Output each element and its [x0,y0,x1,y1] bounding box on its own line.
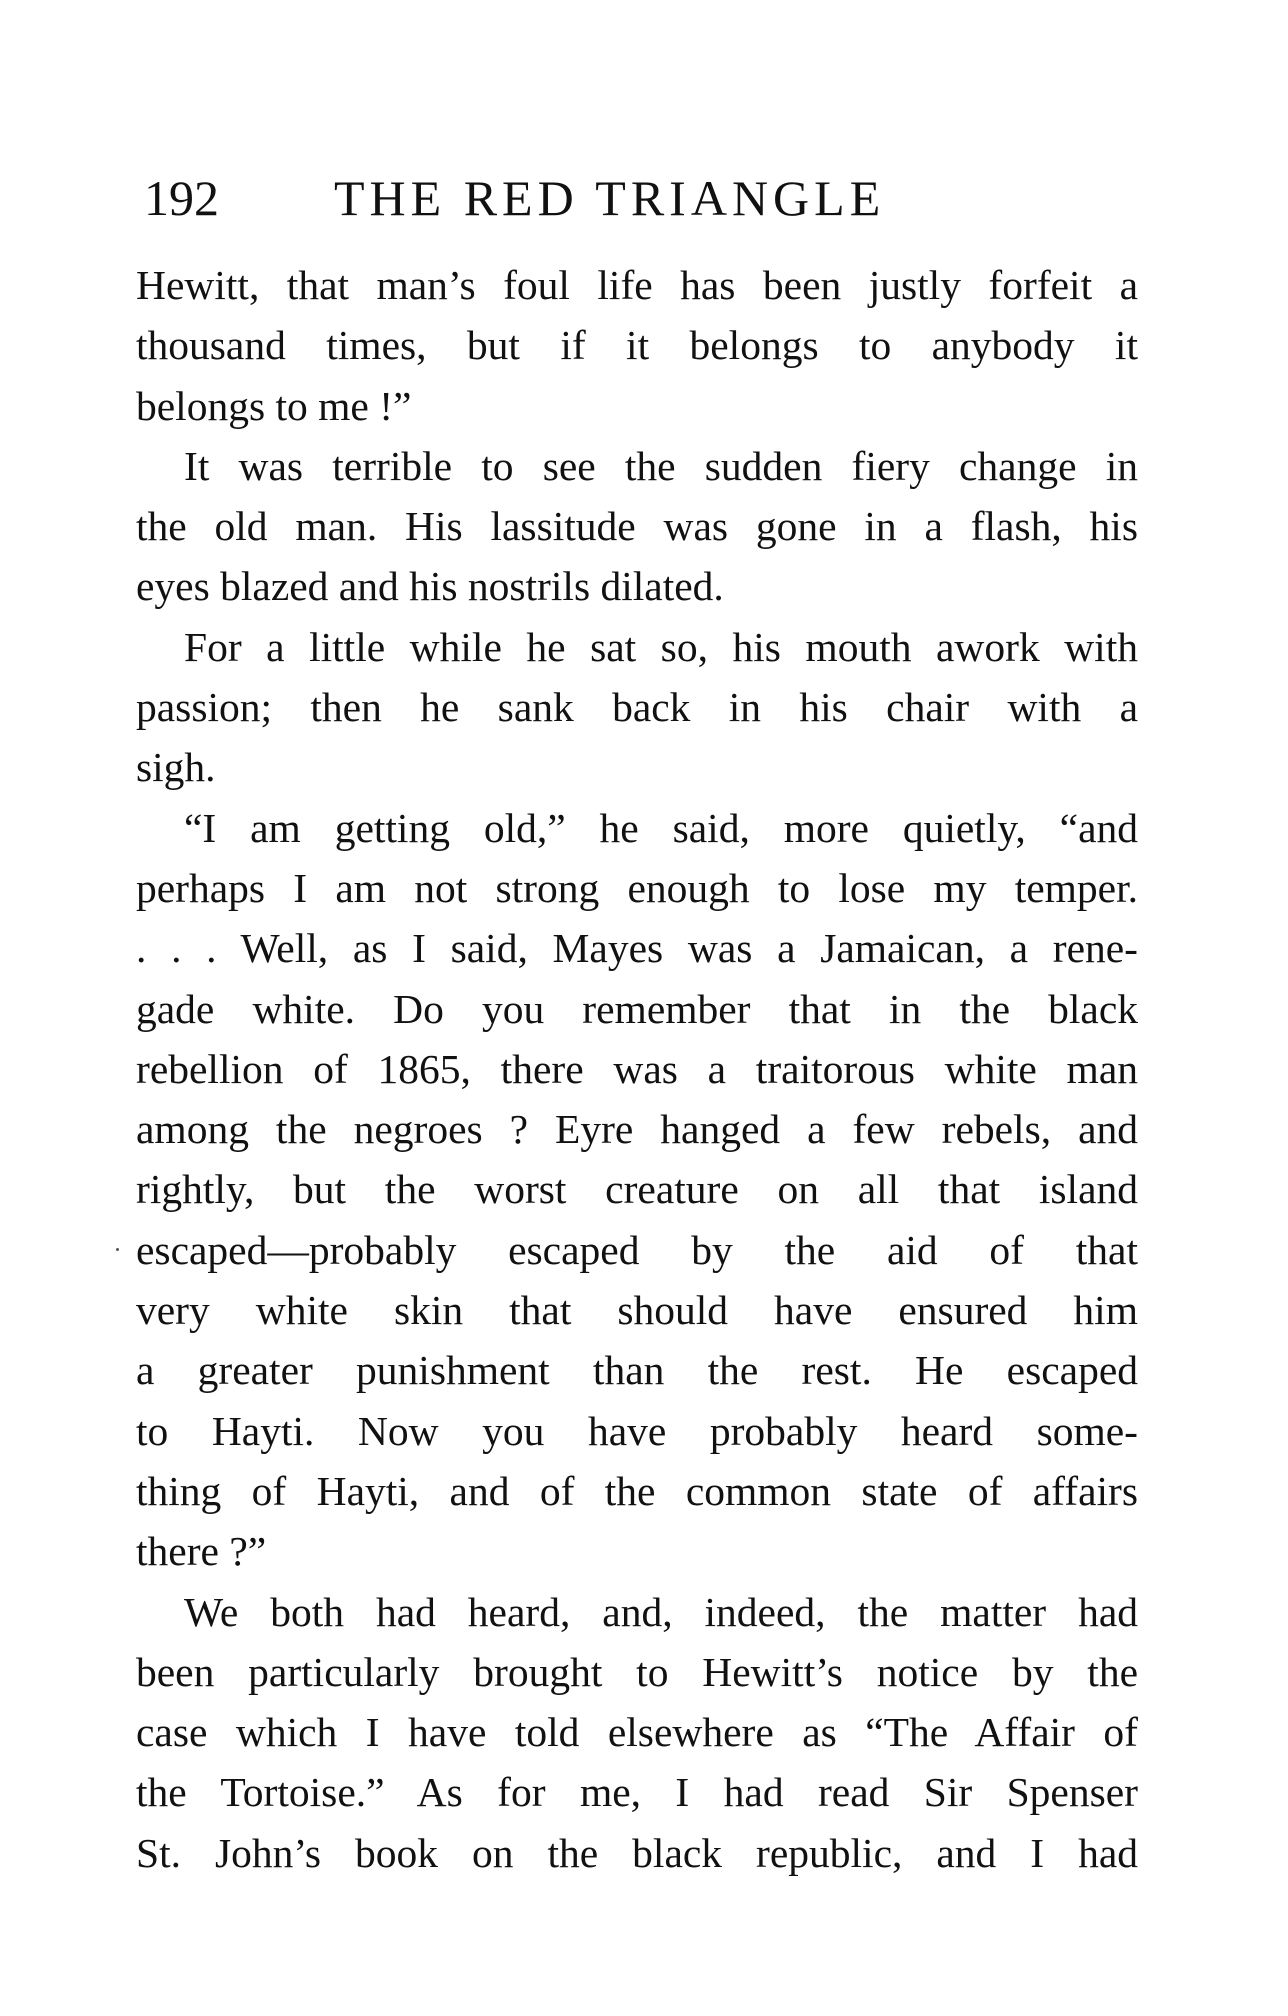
text-line: perhaps I am not strong enough to lose my temper. [136,864,1138,911]
text-line: there ?” [136,1528,267,1575]
text-line: rebellion of 1865, there was a traitorous white man [136,1045,1138,1092]
text-line: among the negroes ? Eyre hanged a few rebels, and [136,1106,1138,1153]
text-line: to Hayti. Now you have probably heard some- [136,1407,1138,1454]
text-line: We both had heard, and, indeed, the matter had [184,1588,1138,1635]
text-line: “I am getting old,” he said, more quietly, “and [184,804,1138,851]
text-line: been particularly brought to Hewitt’s notice by the [136,1648,1138,1695]
text-line: Hewitt, that man’s foul life has been justly forfeit a [136,262,1138,308]
text-line: the Tortoise.” As for me, I had read Sir Spenser [136,1769,1138,1816]
text-line: sigh. [136,744,216,791]
print-speck [116,1248,119,1251]
text-line: the old man. His lassitude was gone in a flash, his [136,503,1138,550]
text-line: passion; then he sank back in his chair with a [136,684,1138,731]
text-line: belongs to me !” [136,382,412,429]
text-line: thing of Hayti, and of the common state of affairs [136,1467,1138,1514]
text-line: escaped—probably escaped by the aid of that [136,1226,1138,1273]
text-line: a greater punishment than the rest. He escaped [136,1347,1138,1394]
body-text [136,255,1138,1883]
text-line: case which I have told elsewhere as “The Affair of [136,1709,1138,1756]
text-line: St. John’s book on the black republic, and I had [136,1829,1138,1876]
running-title: THE RED TRIANGLE [334,170,886,226]
book-page [136,0,1138,2016]
text-line: . . . Well, as I said, Mayes was a Jamaican, a rene- [136,925,1138,972]
text-line: thousand times, but if it belongs to anybody it [136,322,1138,369]
running-head [136,168,1138,228]
text-line: gade white. Do you remember that in the black [136,985,1138,1032]
text-line: eyes blazed and his nostrils dilated. [136,563,724,610]
text-line: For a little while he sat so, his mouth awork with [184,623,1138,670]
text-line: very white skin that should have ensured him [136,1287,1138,1334]
text-line: rightly, but the worst creature on all that island [136,1166,1138,1213]
text-line: It was terrible to see the sudden fiery change in [184,442,1138,489]
page-number: 192 [144,170,219,226]
